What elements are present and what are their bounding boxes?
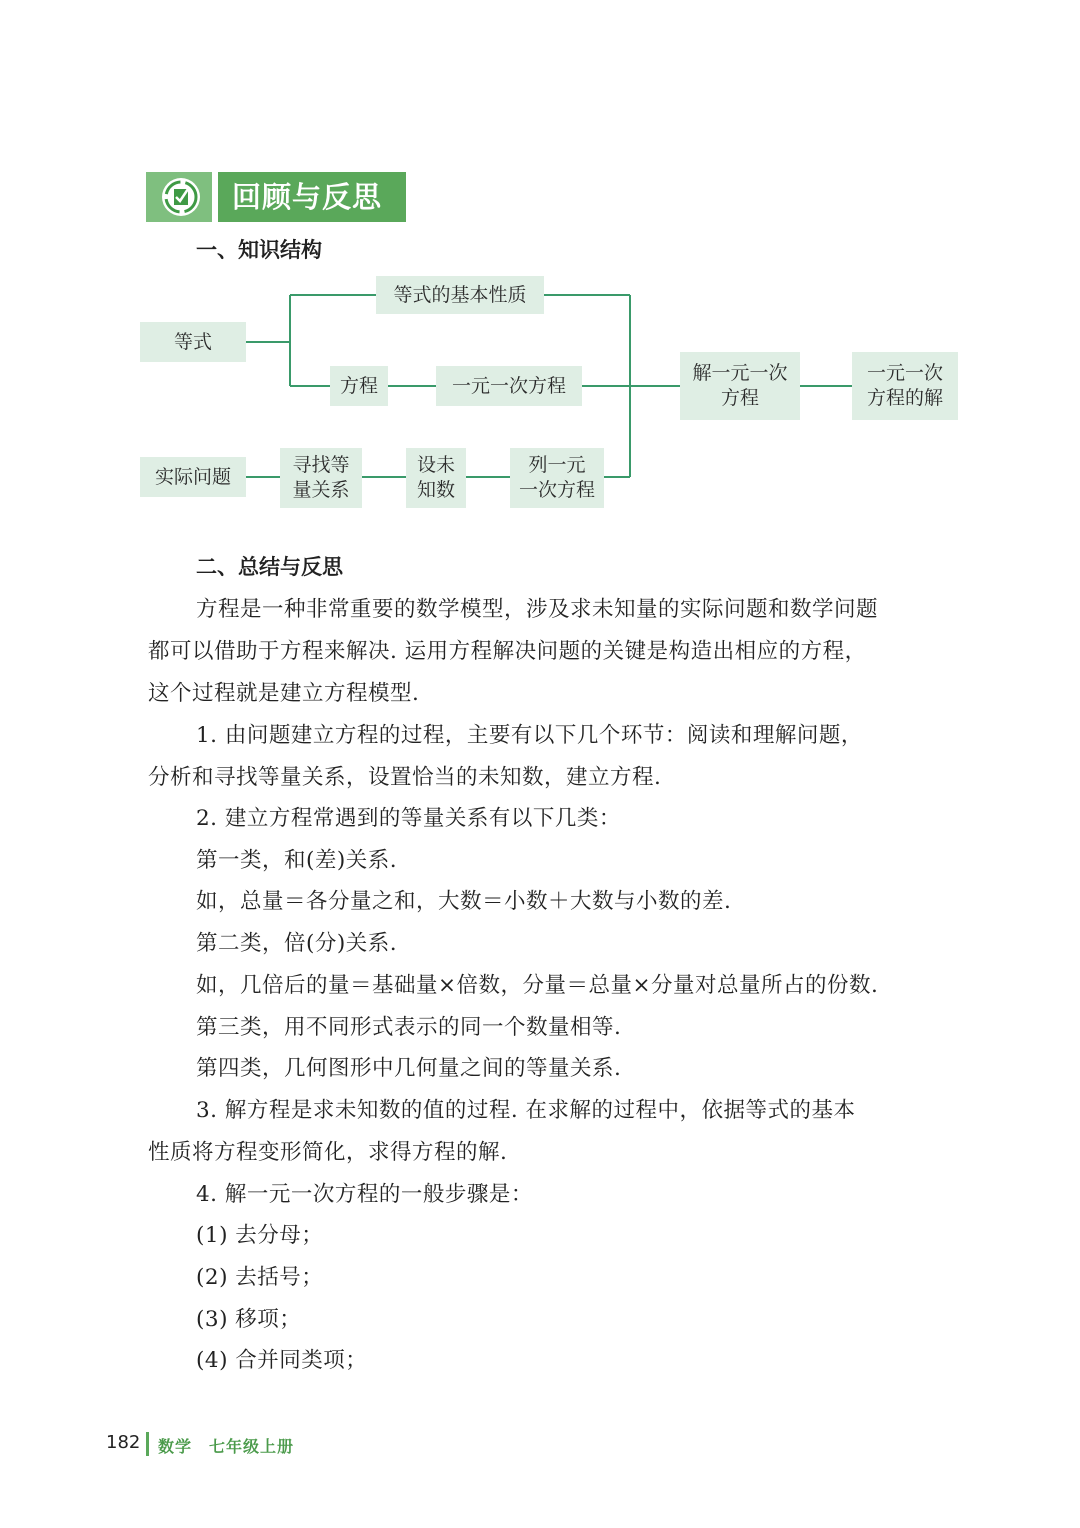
page-number: 182	[106, 1432, 141, 1453]
node-set-line2: 知数	[416, 479, 455, 501]
node-linear-equation: 一元一次方程	[436, 366, 582, 406]
node-solution-line1: 一元一次	[866, 362, 943, 384]
step-item: (2) 去括号；	[196, 1265, 324, 1290]
footer-book-title: 数学 七年级上册	[158, 1437, 295, 1456]
paragraph-line: 2. 建立方程常遇到的等量关系有以下几类：	[196, 806, 621, 831]
paragraph-line: 性质将方程变形简化，求得方程的解.	[148, 1140, 508, 1165]
node-write-equation	[510, 448, 604, 508]
node-find-line1: 寻找等	[292, 454, 350, 476]
node-equation: 方程	[330, 366, 388, 406]
paragraph-line: 都可以借助于方程来解决. 运用方程解决问题的关键是构造出相应的方程，	[148, 639, 867, 664]
node-write-line2: 一次方程	[518, 479, 595, 501]
paragraph-line: 3. 解方程是求未知数的值的过程. 在求解的过程中，依据等式的基本	[196, 1098, 856, 1123]
node-find-line2: 量关系	[292, 479, 350, 501]
node-equality: 等式	[140, 322, 246, 362]
node-equation-solution	[852, 352, 958, 420]
paragraph-line: 这个过程就是建立方程模型.	[148, 681, 420, 706]
paragraph-line: 第二类，倍(分)关系.	[196, 931, 398, 956]
node-solve-line1: 解一元一次	[692, 362, 788, 384]
node-solution-line2: 方程的解	[866, 387, 943, 409]
footer-divider	[146, 1432, 149, 1456]
paragraph-line: 方程是一种非常重要的数学模型，涉及求未知量的实际问题和数学问题	[196, 597, 879, 622]
node-solve-linear-equation	[680, 352, 800, 420]
node-real-problem: 实际问题	[140, 457, 246, 497]
paragraph-line: 第四类，几何图形中几何量之间的等量关系.	[196, 1056, 622, 1081]
node-write-line1: 列一元	[528, 454, 586, 476]
paragraph-line: 如，几倍后的量＝基础量×倍数，分量＝总量×分量对总量所占的份数.	[196, 973, 879, 998]
step-item: (3) 移项；	[196, 1307, 302, 1332]
node-set-line1: 设未	[416, 454, 455, 476]
step-item: (4) 合并同类项；	[196, 1348, 368, 1373]
section-title: 回顾与反思	[232, 180, 383, 214]
paragraph-line: 如，总量＝各分量之和，大数＝小数＋大数与小数的差.	[196, 889, 732, 914]
node-find-equal-relation	[280, 448, 362, 508]
paragraph-line: 第一类，和(差)关系.	[196, 848, 398, 873]
heading-summary-reflection: 二、总结与反思	[196, 555, 343, 579]
node-set-unknown	[406, 448, 466, 508]
paragraph-line: 1. 由问题建立方程的过程，主要有以下几个环节：阅读和理解问题，	[196, 723, 863, 748]
node-solve-line2: 方程	[720, 387, 759, 409]
paragraph-line: 第三类，用不同形式表示的同一个数量相等.	[196, 1015, 622, 1040]
paragraph-line: 4. 解一元一次方程的一般步骤是：	[196, 1182, 533, 1207]
heading-knowledge-structure: 一、知识结构	[196, 238, 322, 262]
step-item: (1) 去分母；	[196, 1223, 324, 1248]
paragraph-line: 分析和寻找等量关系，设置恰当的未知数，建立方程.	[148, 765, 662, 790]
node-equality-properties: 等式的基本性质	[376, 276, 544, 314]
